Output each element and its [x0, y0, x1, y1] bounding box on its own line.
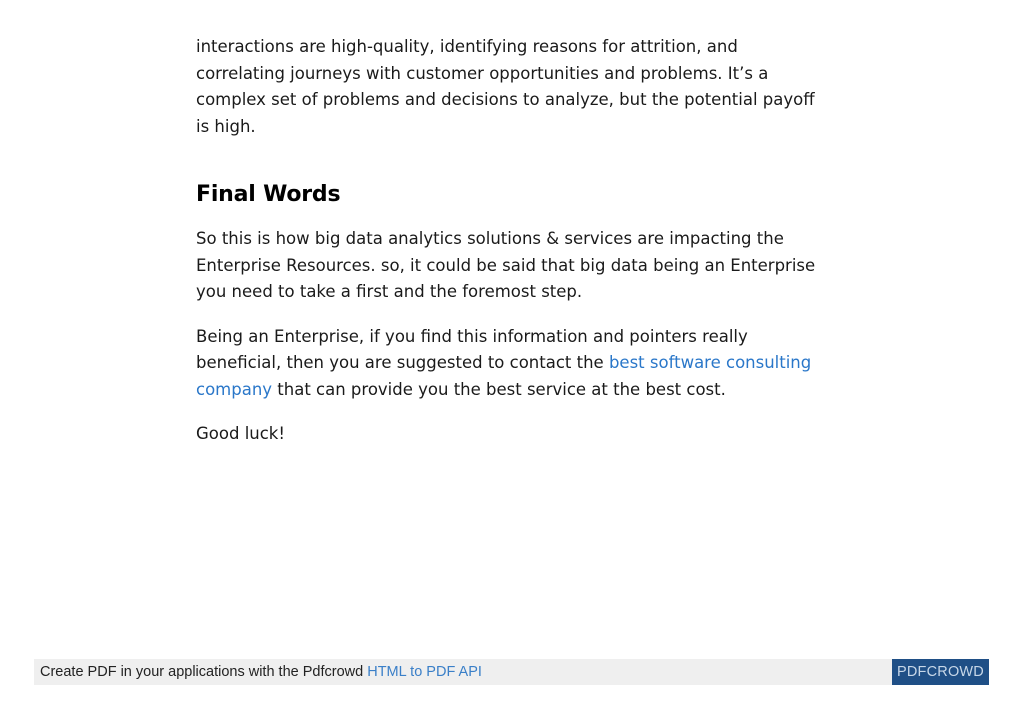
- paragraph-impact: So this is how big data analytics solutions & services are impacting the Enterprise Resources. so, it could be said that big data being an Enterprise you need to take a first and the foremost step.: [196, 229, 816, 301]
- closing-line: Good luck!: [196, 424, 285, 443]
- footer-message: [40, 664, 482, 680]
- intro-paragraph: interactions are high-quality, identifying reasons for attrition, and correlating journeys with customer opportunities and problems. It’s a complex set of problems and decisions to analyze, but the potential payoff is high.: [196, 37, 815, 136]
- html-to-pdf-api-link[interactable]: HTML to PDF API: [367, 664, 482, 680]
- article-body: [196, 34, 816, 466]
- paragraph-contact-text-before: Being an Enterprise, if you find this information and pointers really beneficial, then you are suggested to contact the: [196, 326, 748, 372]
- consulting-company-link[interactable]: best software consulting company: [196, 353, 812, 399]
- pdfcrowd-footer: [34, 659, 989, 685]
- paragraph-contact-text-after: that can provide you the best service at the best cost.: [272, 379, 726, 399]
- footer-text: Create PDF in your applications with the Pdfcrowd: [40, 664, 368, 680]
- pdfcrowd-badge[interactable]: PDFCROWD: [892, 659, 989, 685]
- paragraph-contact: [196, 324, 816, 404]
- section-heading: Final Words: [196, 182, 341, 207]
